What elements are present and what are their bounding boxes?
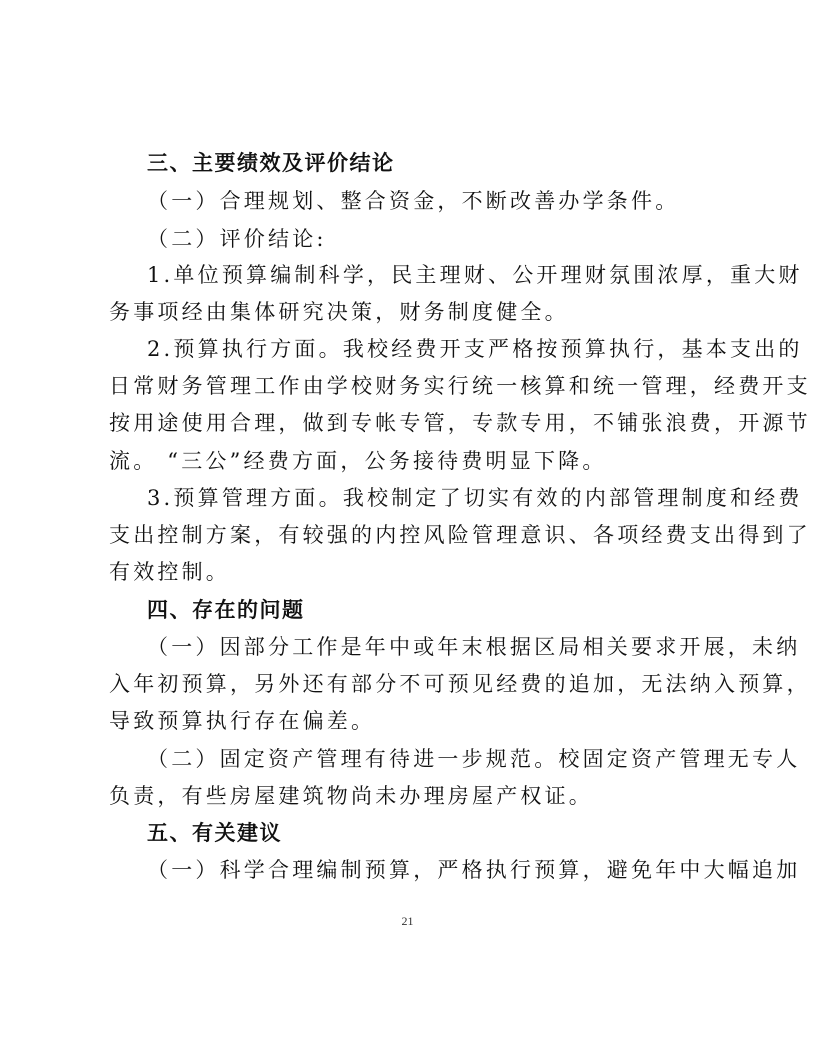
- paragraph-line: 有效控制。: [109, 560, 230, 584]
- paragraph-line: （一）科学合理编制预算，严格执行预算，避免年中大幅追加: [147, 858, 801, 882]
- paragraph-line: 3.预算管理方面。我校制定了切实有效的内部管理制度和经费: [147, 486, 803, 510]
- section-heading-performance: 三、主要绩效及评价结论: [147, 151, 395, 175]
- paragraph-line: （一）因部分工作是年中或年末根据区局相关要求开展，未纳: [147, 635, 801, 659]
- paragraph-line: 流。 “三公”经费方面，公务接待费明显下降。: [109, 449, 607, 473]
- paragraph-line: （二）评价结论:: [147, 227, 327, 251]
- paragraph-line: 1.单位预算编制科学，民主理财、公开理财氛围浓厚，重大财: [147, 263, 803, 287]
- paragraph-line: 日常财务管理工作由学校财务实行统一核算和统一管理，经费开支: [109, 374, 811, 398]
- page-number: 21: [401, 914, 414, 928]
- paragraph-line: 按用途使用合理，做到专帐专管，专款专用，不铺张浪费，开源节: [109, 411, 811, 435]
- paragraph-line: （二）固定资产管理有待进一步规范。校固定资产管理无专人: [147, 747, 801, 771]
- paragraph-line: 支出控制方案，有较强的内控风险管理意识、各项经费支出得到了: [109, 523, 811, 547]
- paragraph-line: （一）合理规划、整合资金，不断改善办学条件。: [147, 189, 680, 213]
- paragraph-line: 导致预算执行存在偏差。: [109, 709, 376, 733]
- paragraph-line: 2.预算执行方面。我校经费开支严格按预算执行，基本支出的: [147, 337, 803, 361]
- paragraph-line: 务事项经由集体研究决策，财务制度健全。: [109, 300, 569, 324]
- paragraph-line: 入年初预算，另外还有部分不可预见经费的追加，无法纳入预算，: [109, 672, 811, 696]
- section-heading-problems: 四、存在的问题: [147, 598, 305, 622]
- paragraph-line: 负责，有些房屋建筑物尚未办理房屋产权证。: [109, 784, 593, 808]
- section-heading-suggestions: 五、有关建议: [147, 821, 282, 845]
